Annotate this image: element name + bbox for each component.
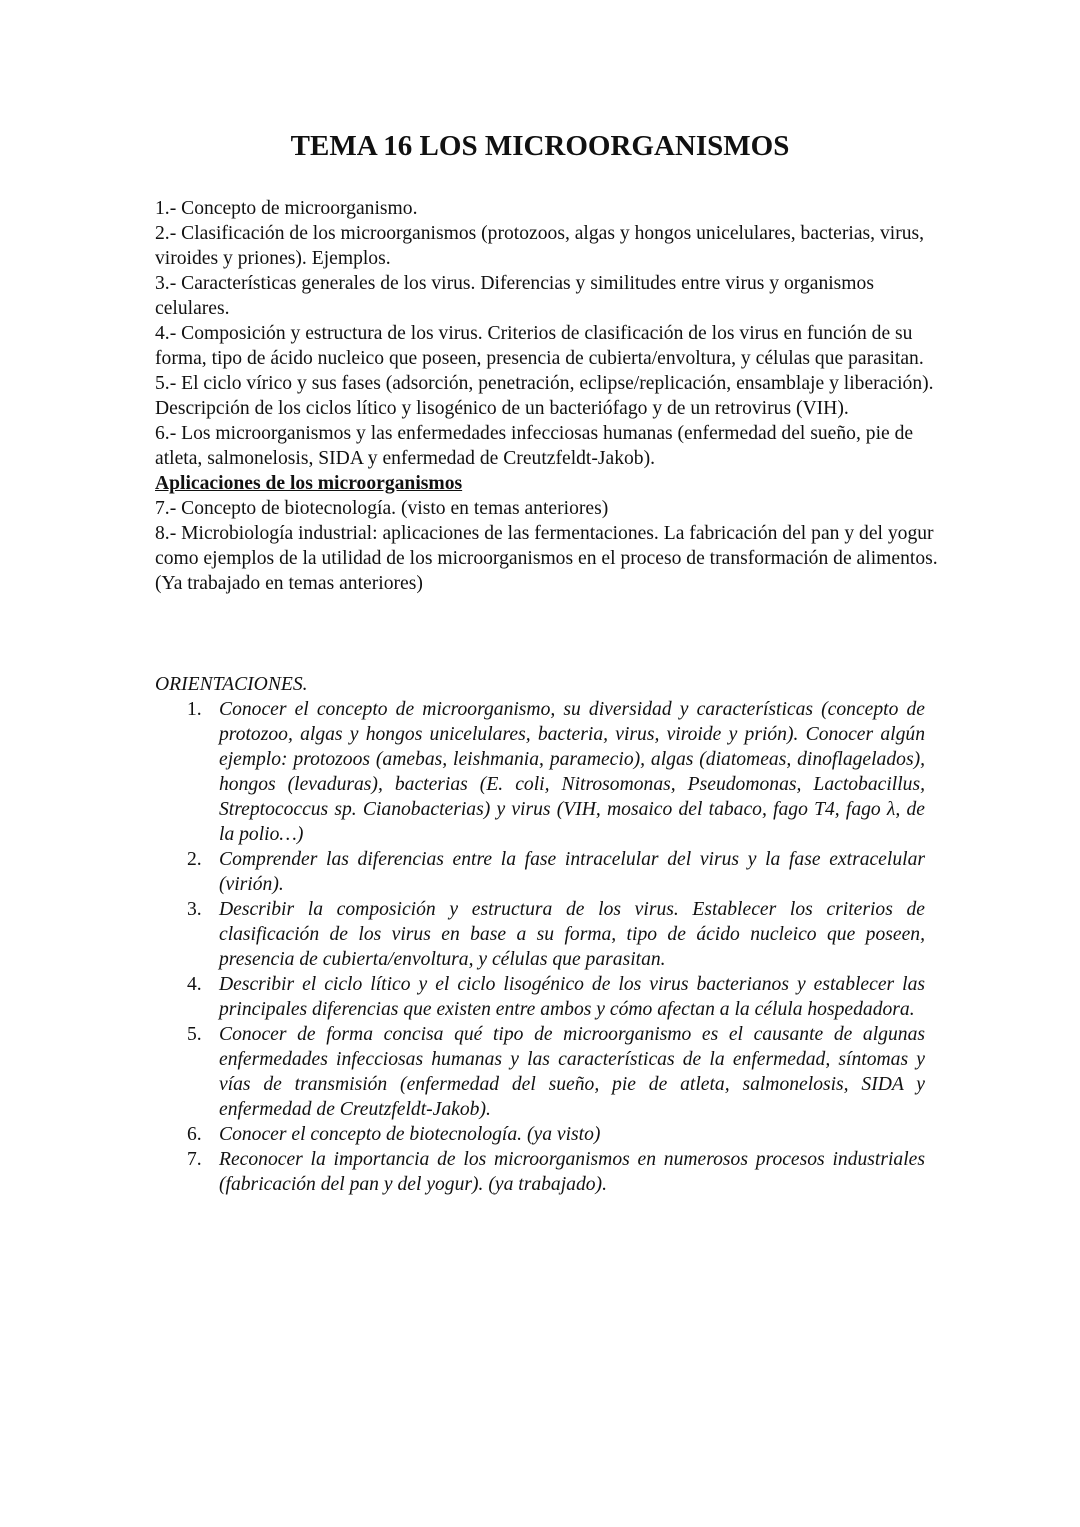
orientation-number: 2. bbox=[187, 849, 202, 870]
orientation-item bbox=[155, 847, 925, 897]
topic-item: 6.- Los microorganismos y las enfermedades infecciosas humanas (enfermedad del sueño, pie de atleta, salmonelosis, SIDA y enfermedad de Creutzfeldt-Jakob). bbox=[155, 423, 914, 469]
orientation-item bbox=[155, 697, 925, 847]
orientation-text: Comprender las diferencias entre la fase intracelular del virus y la fase extracelular (virión). bbox=[219, 849, 925, 895]
topic-item: 5.- El ciclo vírico y sus fases (adsorción, penetración, eclipse/replicación, ensamblaje y liberación). Descripción de los ciclos lítico y lisogénico de un bacteriófago y de un retrovirus (VIH). bbox=[155, 373, 934, 419]
orientation-item bbox=[155, 897, 925, 972]
topic-item: 1.- Concepto de microorganismo. bbox=[155, 198, 418, 219]
topic-item: 4.- Composición y estructura de los virus. Criterios de clasificación de los virus en función de su forma, tipo de ácido nucleico que poseen, presencia de cubierta/envoltura, y células que parasitan. bbox=[155, 323, 924, 369]
topic-item: 2.- Clasificación de los microorganismos (protozoos, algas y hongos unicelulares, bacterias, virus, viroides y priones). Ejemplos. bbox=[155, 223, 925, 269]
orientations-heading: ORIENTACIONES. bbox=[155, 674, 308, 695]
orientation-number: 7. bbox=[187, 1149, 202, 1170]
orientation-text: Conocer el concepto de microorganismo, su diversidad y características (concepto de protozoo, algas y hongos unicelulares, bacteria, virus, viroide y prión). Conocer algún ejemplo: protozoos (amebas, leishmania, paramecio), algas (diatomeas, dinoflagelados), hongos (levaduras), bacterias (E. coli, Nitrosomonas, Pseudomonas, Lactobacillus, Streptococcus sp. Cianobacterias) y virus (VIH, mosaico del tabaco, fago T4, fago λ, de la polio…) bbox=[219, 699, 925, 845]
orientation-number: 4. bbox=[187, 974, 202, 995]
orientation-item bbox=[155, 1122, 925, 1147]
orientation-item bbox=[155, 1147, 925, 1197]
topic-item: 7.- Concepto de biotecnología. (visto en temas anteriores) bbox=[155, 498, 609, 519]
orientation-number: 3. bbox=[187, 899, 202, 920]
orientation-number: 6. bbox=[187, 1124, 202, 1145]
orientation-text: Conocer de forma concisa qué tipo de microorganismo es el causante de algunas enfermedades infecciosas humanas y las características de la enfermedad, síntomas y vías de transmisión (enfermedad del sueño, pie de atleta, salmonelosis, SIDA y enfermedad de Creutzfeldt-Jakob). bbox=[219, 1024, 925, 1120]
orientation-text: Describir el ciclo lítico y el ciclo lisogénico de los virus bacterianos y establecer las principales diferencias que existen entre ambos y cómo afectan a la célula hospedadora. bbox=[219, 974, 925, 1020]
orientation-text: Reconocer la importancia de los microorganismos en numerosos procesos industriales (fabricación del pan y del yogur). (ya trabajado). bbox=[219, 1149, 925, 1195]
orientation-number: 1. bbox=[187, 699, 202, 720]
orientations-list bbox=[155, 697, 925, 1197]
section-heading-applications: Aplicaciones de los microorganismos bbox=[155, 473, 463, 494]
topics-list bbox=[155, 196, 945, 596]
orientation-item bbox=[155, 1022, 925, 1122]
topic-item: 8.- Microbiología industrial: aplicaciones de las fermentaciones. La fabricación del pan y del yogur como ejemplos de la utilidad de los microorganismos en el proceso de transformación de alimentos. (Ya trabajado en temas anteriores) bbox=[155, 523, 938, 594]
orientation-text: Conocer el concepto de biotecnología. (ya visto) bbox=[219, 1124, 601, 1145]
orientation-item bbox=[155, 972, 925, 1022]
page-title: TEMA 16 LOS MICROORGANISMOS bbox=[290, 130, 790, 162]
orientation-number: 5. bbox=[187, 1024, 202, 1045]
topic-item: 3.- Características generales de los virus. Diferencias y similitudes entre virus y organismos celulares. bbox=[155, 273, 874, 319]
orientation-text: Describir la composición y estructura de los virus. Establecer los criterios de clasificación de los virus en base a su forma, tipo de ácido nucleico que poseen, presencia de cubierta/envoltura, y células que parasitan. bbox=[219, 899, 925, 970]
